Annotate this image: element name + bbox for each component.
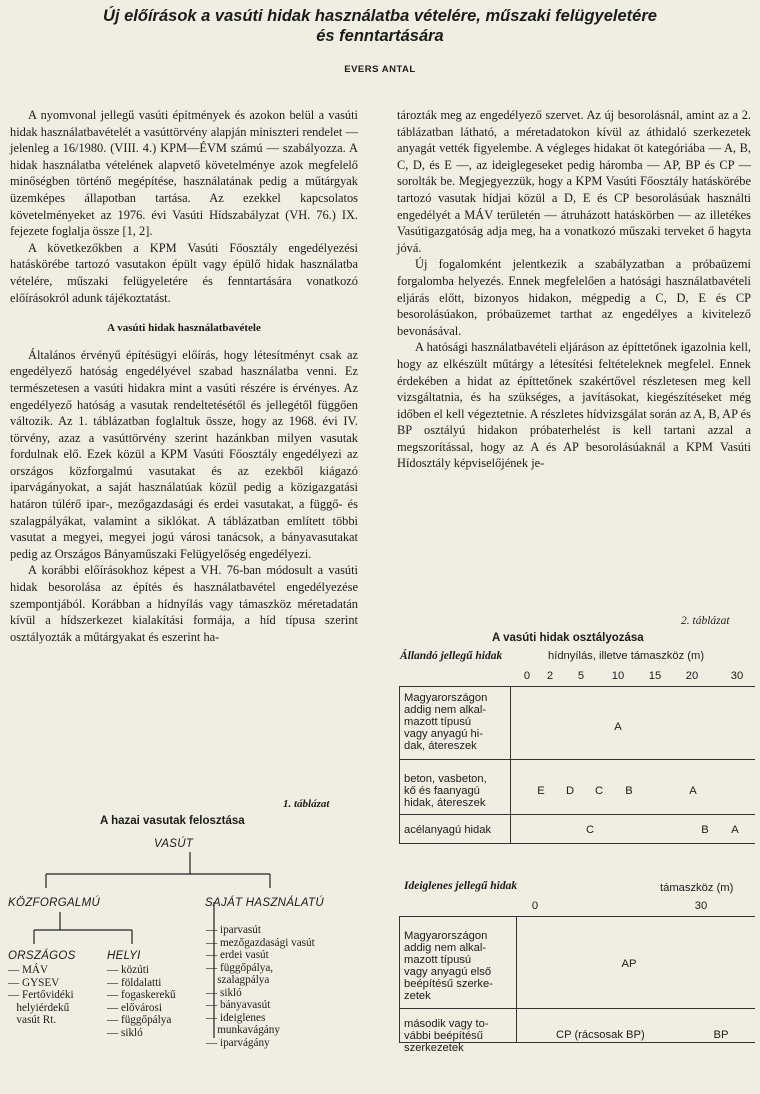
left-paragraph-3: Általános érvényű építésügyi előírás, hogy létesítményt csak az engedélyező hatóság engedélyével szabad használatba venni. Ez természetesen a vasúti hidakra mint a vasúti részére is érvényes. Az engedélyező hatóság a vasutak rendeltetésétől és jellegétől függően változik. Az 1. táblázatban foglaltuk össze, hogy az 1968. évi IV. törvény, azaz a vasúttörvény szerint hazánkban milyen vasutak fordulnak elő. Ezek közül a KPM Vasúti Főosztály engedélyezi az országos közforgalmú vasutakat és az ezekből kiágazó iparvágányokat, a saját használatúak közül pedig a közigazgatási határon túlérő ipar-, mezőgazdasági és erdei vasutakat, a függő- és szalagpályákat, valamint a siklókat. A táblázatban említett többi vasutat a megyei, megyei jogú városi tanácsok, a bányavasutakat pedig az Országos Bányaműszaki Felügyelőség engedélyezi. [10,347,358,561]
list-item: — fogaskerekű [107,989,176,1001]
table2-row5-value-cp: CP (rácsosak BP) [556,1029,645,1041]
table2-rule [399,1008,755,1009]
list-item: — iparvasút [206,924,261,936]
tree-helyi: HELYI [107,950,141,962]
label-line: beton, vasbeton, [404,773,487,785]
table2-col-15: 15 [648,670,662,682]
left-paragraph-2: A következőkben a KPM Vasúti Főosztály engedélyezési hatáskörébe tartozó vasutakon épült vagy épülő hidak használatba vételére, műszaki felügyeletére és fenntartására vonatkozó előírásokról adunk tájékoztatást. [10,240,358,305]
table2-rule [399,1042,755,1043]
table2-temp-col-30: 30 [694,900,708,912]
list-item: — mezőgazdasági vasút [206,936,315,949]
list-item: munkavágány [206,1024,280,1036]
list-item: — függőpálya [107,1014,172,1026]
list-item: vasút Rt. [8,1014,57,1026]
tree-root: VASÚT [154,838,194,850]
list-item: — közúti [107,964,149,976]
tree-helyi-list [107,964,176,1039]
list-item: — bányavasút [206,999,271,1011]
table2-temp-col-0: 0 [531,900,539,912]
list-item: — sikló [206,986,242,999]
table2-left-border [399,686,400,844]
label-line: zetek [404,990,431,1002]
table2-row2-value-d: D [565,785,575,797]
table2-label-divider [510,686,511,844]
right-paragraph-1: tározták meg az engedélyező szervet. Az új besorolásnál, amint az a 2. táblázatban látható, a méretadatokon kívül az áthidaló szerkezetek anyagát vették figyelembe. A végleges hidakat öt kategóriába — A, B, C, D, és E —, az ideiglegeseket pedig háromba — AP, BP és CP — sorolták be. Megjegyezzük, hogy a KPM Vasúti Főosztály hatáskörébe tartozó vasutak hídjai közül a D, E és CP besorolásúak használti engedélyét a MÁV területén — átruházott hatáskörben — az illetékes Vasútigazgatóság adja meg, ha a vonatkozó műszaki terveket ő hagyta jóvá. [397,108,751,255]
left-paragraph-1: A nyomvonal jellegű vasúti építmények és azokon belül a vasúti hidak használatbavételét a vasúttörvény alapján miniszteri rendelet — jelenleg a 16/1980. (VIII. 4.) KPM—ÉVM számú — szabályozza. A hidak használatba vételének alapvető követelménye azok megfelelő minőségben történő megépítése, használatának pedig a műtárgyak üzemképes állapotban tartása. Az ezekkel kapcsolatos követelményeket az 1976. évi Vasúti Hídszabályzat (VH. 76.) IX. fejezete foglalja össze [1, 2]. [10,108,358,239]
left-paragraph-4: A korábbi előírásokhoz képest a VH. 76-ban módosult a vasúti hidak besorolása az építés és használatbavétel engedélyezése szempontjából. Korábban a hídnyílás vagy támaszköz méretadatán kívül a hídszerkezet kialakítási formája, a híd típusa szerint osztályozták a műtárgyakat és eszerint ha- [10,563,358,644]
table2-row2-value-a: A [689,785,697,797]
table2-row5-value-bp: BP [713,1029,729,1041]
table2-rule [399,916,755,917]
table2-rule [399,814,755,815]
label-line: hidak, átereszek [404,797,486,809]
table2-col-30: 30 [730,670,744,682]
label-line: kő és faanyagú [404,785,480,797]
tree-orszagos: ORSZÁGOS [8,950,76,962]
table2-col-5: 5 [577,670,585,682]
table2-col-20: 20 [685,670,699,682]
table2-temporary-span-heading: támaszköz (m) [660,882,734,894]
table2-title: A vasúti hidak osztályozása [492,632,644,644]
label-line: vagy anyagú első [404,966,492,978]
right-column [397,107,751,472]
list-item: szalagpálya [206,974,270,986]
table2-temporary-heading: Ideiglenes jellegű hidak [404,880,518,892]
tree-kozforgalmu: KÖZFORGALMÚ [8,897,101,909]
list-item: — földalatti [107,976,162,989]
tree-sajat: SAJÁT HASZNÁLATÚ [205,897,324,909]
right-paragraph-2: Új fogalomként jelentkezik a szabályzatban a próbaüzemi forgalomba helyezés. Ennek megfelelően a hatósági használatbavételi eljárás előtt, bizonyos hidakon, mégpedig a C, D, E és CP besorolásúakon, próbaüzemet tarthat az engedélyes a kivitelező bevonásával. [397,257,751,338]
table2-col-2: 2 [546,670,554,682]
table2-row3-label: acélanyagú hidak [404,824,492,836]
table2-permanent-heading: Állandó jellegű hidak [400,650,503,662]
right-paragraph-3: A hatósági használatbavételi eljáráson az építtetőnek igazolnia kell, hogy az elkészült műtárgy a létesítési feltételeknek megfelel. Ennek érdekében a hidat az építtetőnek szakértővel részletesen meg kell vizsgáltatnia, és ha szükséges, a javításokat, kiegészítéseket még időben el kell végeztetnie. A részletes hídvizsgálat során az A, B, AP és BP osztályú hidakon próbaterhelést is kell tartani azzal a megszorítással, hogy az A és AP besorolásúaknál a KPM Vasúti Hídosztály képviselőjének je- [397,340,751,471]
table2-row4-label [404,930,493,1002]
label-line: addig nem alkal- [404,704,487,716]
list-item: — MÁV [8,964,49,976]
table2-permanent-span-heading: hídnyílás, illetve támaszköz (m) [548,650,705,662]
table2-row3-value-a: A [731,824,739,836]
table2-row2-value-e: E [537,785,545,797]
article-author: EVERS ANTAL [344,64,416,75]
label-line: beépítésű szerke- [404,978,493,990]
table2-row1-value: A [614,721,622,733]
list-item: — függőpálya, [206,961,274,974]
label-line: szerkezetek [404,1042,464,1054]
table2-col-10: 10 [611,670,625,682]
table2-row2-label [404,773,487,809]
table2-rule [399,843,755,844]
table2-row2-value-c: C [594,785,604,797]
article-title [0,6,760,46]
list-item: — iparvágány [206,1036,270,1049]
tree-orszagos-list [8,964,74,1027]
table2-label-divider [516,916,517,1042]
table1-label: 1. táblázat [283,798,330,810]
label-line: Magyarországon [404,692,488,704]
label-line: mazott típusú [404,954,472,966]
table2-label: 2. táblázat [681,615,730,627]
label-line: vábbi beépítésű [404,1030,483,1042]
list-item: — elővárosi [107,1001,162,1014]
table2-row2-value-b: B [625,785,633,797]
article-title-line1: Új előírások a vasúti hidak használatba vételére, műszaki felügyeletére [103,7,657,25]
table2-row1-label [404,692,487,752]
list-item: — erdei vasút [206,949,269,961]
list-item: — ideiglenes [206,1011,266,1024]
table2-row5-label [404,1018,489,1054]
label-line: második vagy to- [404,1018,489,1030]
table2-row4-value: AP [621,958,637,970]
article-title-line2: és fenntartására [316,27,444,45]
label-line: dak, átereszek [404,740,477,752]
table2-rule [399,759,755,760]
table2-col-0: 0 [523,670,531,682]
table2-left-border [399,916,400,1042]
left-column [10,107,358,645]
table2-rule [399,686,755,687]
section-heading: A vasúti hidak használatbavétele [107,322,261,335]
list-item: — sikló [107,1026,143,1039]
table2-row3-value-b: B [701,824,709,836]
label-line: vagy anyagú hi- [404,728,483,740]
label-line: mazott típusú [404,716,472,728]
table1-title: A hazai vasutak felosztása [100,815,245,827]
label-line: addig nem alkal- [404,942,487,954]
list-item: — Fertővidéki [8,989,74,1001]
label-line: Magyarországon [404,930,488,942]
list-item: — GYSEV [8,976,60,989]
list-item: helyiérdekű [8,1001,70,1014]
tree-sajat-list [206,924,315,1049]
table2-row3-value-c: C [585,824,595,836]
